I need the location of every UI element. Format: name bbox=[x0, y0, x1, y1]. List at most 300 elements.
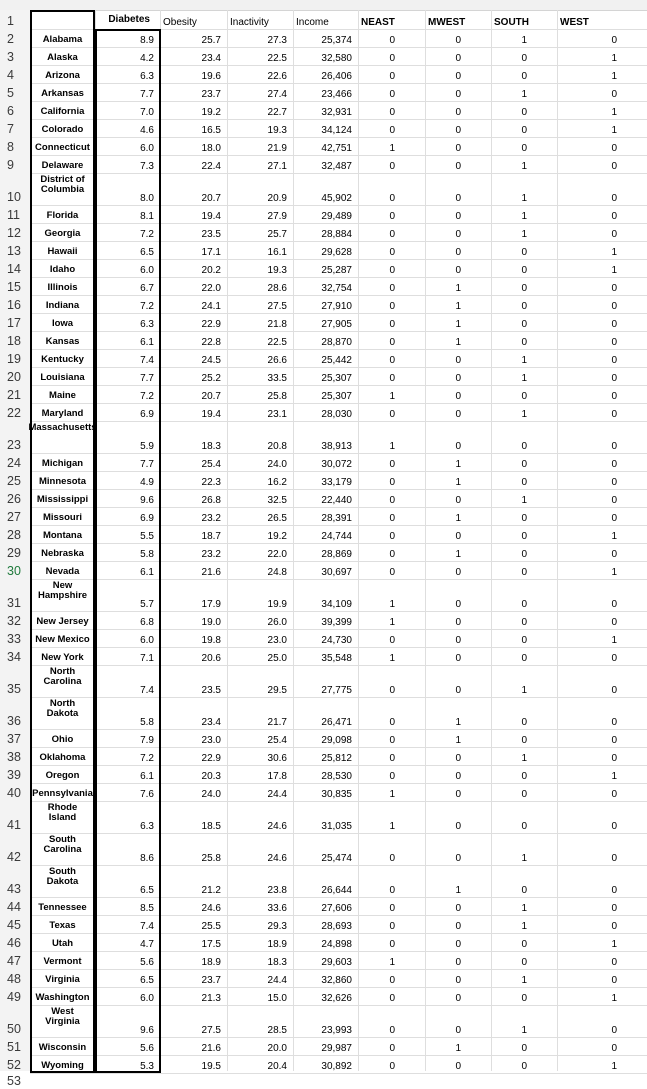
state-name-cell[interactable]: Wyoming bbox=[41, 1059, 84, 1071]
value-cell-obesity[interactable]: 23.0 bbox=[201, 735, 221, 746]
row-number[interactable]: 4 bbox=[7, 68, 14, 82]
value-cell-south[interactable]: 0 bbox=[521, 567, 527, 578]
value-cell-mwest[interactable]: 0 bbox=[455, 229, 461, 240]
value-cell-inactivity[interactable]: 22.0 bbox=[267, 549, 287, 560]
value-cell-south[interactable]: 0 bbox=[521, 1061, 527, 1072]
value-cell-income[interactable]: 25,474 bbox=[321, 853, 352, 864]
state-name-cell[interactable]: Mississippi bbox=[36, 493, 89, 505]
state-name-cell[interactable]: West Virginia bbox=[45, 1006, 80, 1028]
value-cell-obesity[interactable]: 26.8 bbox=[201, 495, 221, 506]
value-cell-diabetes[interactable]: 7.3 bbox=[140, 161, 154, 172]
value-cell-west[interactable]: 1 bbox=[611, 107, 617, 118]
value-cell-obesity[interactable]: 19.0 bbox=[201, 617, 221, 628]
state-name-cell[interactable]: South Dakota bbox=[46, 866, 79, 888]
value-cell-obesity[interactable]: 22.9 bbox=[201, 319, 221, 330]
value-cell-west[interactable]: 0 bbox=[611, 685, 617, 696]
value-cell-inactivity[interactable]: 17.8 bbox=[267, 771, 287, 782]
column-header-inactivity[interactable]: Inactivity bbox=[230, 17, 269, 28]
value-cell-west[interactable]: 0 bbox=[611, 1043, 617, 1054]
value-cell-neast[interactable]: 0 bbox=[389, 319, 395, 330]
value-cell-inactivity[interactable]: 20.9 bbox=[267, 193, 287, 204]
value-cell-obesity[interactable]: 18.0 bbox=[201, 143, 221, 154]
value-cell-income[interactable]: 28,884 bbox=[321, 229, 352, 240]
value-cell-diabetes[interactable]: 5.8 bbox=[140, 717, 154, 728]
value-cell-income[interactable]: 26,644 bbox=[321, 885, 352, 896]
state-name-cell[interactable]: Indiana bbox=[45, 299, 80, 311]
value-cell-west[interactable]: 0 bbox=[611, 283, 617, 294]
value-cell-diabetes[interactable]: 7.4 bbox=[140, 921, 154, 932]
value-cell-mwest[interactable]: 1 bbox=[455, 319, 461, 330]
value-cell-west[interactable]: 0 bbox=[611, 89, 617, 100]
value-cell-obesity[interactable]: 20.6 bbox=[201, 653, 221, 664]
value-cell-south[interactable]: 0 bbox=[521, 993, 527, 1004]
value-cell-obesity[interactable]: 21.6 bbox=[201, 1043, 221, 1054]
state-name-cell[interactable]: Tennessee bbox=[38, 901, 87, 913]
row-number[interactable]: 40 bbox=[7, 786, 21, 800]
row-number[interactable]: 23 bbox=[7, 438, 21, 452]
value-cell-mwest[interactable]: 0 bbox=[455, 653, 461, 664]
value-cell-inactivity[interactable]: 22.5 bbox=[267, 337, 287, 348]
value-cell-obesity[interactable]: 24.0 bbox=[201, 789, 221, 800]
row-number[interactable]: 6 bbox=[7, 104, 14, 118]
value-cell-income[interactable]: 26,471 bbox=[321, 717, 352, 728]
value-cell-neast[interactable]: 0 bbox=[389, 993, 395, 1004]
value-cell-south[interactable]: 0 bbox=[521, 717, 527, 728]
value-cell-south[interactable]: 1 bbox=[521, 161, 527, 172]
row-number[interactable]: 31 bbox=[7, 596, 21, 610]
value-cell-obesity[interactable]: 23.7 bbox=[201, 975, 221, 986]
value-cell-mwest[interactable]: 0 bbox=[455, 531, 461, 542]
value-cell-neast[interactable]: 0 bbox=[389, 903, 395, 914]
row-number[interactable]: 46 bbox=[7, 936, 21, 950]
value-cell-inactivity[interactable]: 25.0 bbox=[267, 653, 287, 664]
value-cell-diabetes[interactable]: 7.2 bbox=[140, 391, 154, 402]
value-cell-diabetes[interactable]: 5.3 bbox=[140, 1061, 154, 1072]
value-cell-diabetes[interactable]: 6.0 bbox=[140, 635, 154, 646]
state-name-cell[interactable]: Illinois bbox=[47, 281, 78, 293]
column-header-obesity[interactable]: Obesity bbox=[163, 17, 197, 28]
value-cell-south[interactable]: 0 bbox=[521, 939, 527, 950]
value-cell-inactivity[interactable]: 24.8 bbox=[267, 567, 287, 578]
value-cell-income[interactable]: 27,910 bbox=[321, 301, 352, 312]
state-name-cell[interactable]: Maine bbox=[49, 389, 76, 401]
state-name-cell[interactable]: Georgia bbox=[44, 227, 81, 239]
row-number[interactable]: 7 bbox=[7, 122, 14, 136]
value-cell-income[interactable]: 26,406 bbox=[321, 71, 352, 82]
column-header-diabetes[interactable]: Diabetes bbox=[108, 14, 150, 25]
value-cell-diabetes[interactable]: 7.7 bbox=[140, 373, 154, 384]
row-number[interactable]: 45 bbox=[7, 918, 21, 932]
value-cell-west[interactable]: 0 bbox=[611, 391, 617, 402]
value-cell-south[interactable]: 1 bbox=[521, 1025, 527, 1036]
row-number[interactable]: 15 bbox=[7, 280, 21, 294]
row-number[interactable]: 39 bbox=[7, 768, 21, 782]
value-cell-mwest[interactable]: 1 bbox=[455, 459, 461, 470]
state-name-cell[interactable]: Iowa bbox=[51, 317, 74, 329]
value-cell-income[interactable]: 32,754 bbox=[321, 283, 352, 294]
value-cell-west[interactable]: 0 bbox=[611, 161, 617, 172]
value-cell-west[interactable]: 0 bbox=[611, 229, 617, 240]
value-cell-neast[interactable]: 0 bbox=[389, 477, 395, 488]
value-cell-west[interactable]: 1 bbox=[611, 53, 617, 64]
value-cell-diabetes[interactable]: 6.5 bbox=[140, 975, 154, 986]
value-cell-neast[interactable]: 0 bbox=[389, 53, 395, 64]
value-cell-obesity[interactable]: 25.2 bbox=[201, 373, 221, 384]
value-cell-diabetes[interactable]: 7.9 bbox=[140, 735, 154, 746]
value-cell-west[interactable]: 0 bbox=[611, 513, 617, 524]
state-name-cell[interactable]: Missouri bbox=[42, 511, 83, 523]
value-cell-neast[interactable]: 0 bbox=[389, 885, 395, 896]
value-cell-mwest[interactable]: 0 bbox=[455, 193, 461, 204]
value-cell-income[interactable]: 34,124 bbox=[321, 125, 352, 136]
value-cell-west[interactable]: 1 bbox=[611, 567, 617, 578]
value-cell-diabetes[interactable]: 7.2 bbox=[140, 301, 154, 312]
value-cell-south[interactable]: 0 bbox=[521, 635, 527, 646]
value-cell-mwest[interactable]: 0 bbox=[455, 903, 461, 914]
state-name-cell[interactable]: Arkansas bbox=[41, 87, 84, 99]
value-cell-west[interactable]: 0 bbox=[611, 975, 617, 986]
value-cell-inactivity[interactable]: 27.4 bbox=[267, 89, 287, 100]
value-cell-diabetes[interactable]: 7.7 bbox=[140, 459, 154, 470]
value-cell-mwest[interactable]: 0 bbox=[455, 161, 461, 172]
value-cell-income[interactable]: 29,603 bbox=[321, 957, 352, 968]
row-number[interactable]: 9 bbox=[7, 158, 14, 172]
value-cell-neast[interactable]: 0 bbox=[389, 193, 395, 204]
column-header-south[interactable]: SOUTH bbox=[494, 17, 529, 28]
value-cell-inactivity[interactable]: 19.3 bbox=[267, 265, 287, 276]
value-cell-south[interactable]: 0 bbox=[521, 957, 527, 968]
value-cell-inactivity[interactable]: 33.6 bbox=[267, 903, 287, 914]
value-cell-obesity[interactable]: 22.0 bbox=[201, 283, 221, 294]
value-cell-obesity[interactable]: 23.4 bbox=[201, 53, 221, 64]
row-number[interactable]: 44 bbox=[7, 900, 21, 914]
value-cell-diabetes[interactable]: 4.7 bbox=[140, 939, 154, 950]
value-cell-neast[interactable]: 0 bbox=[389, 301, 395, 312]
value-cell-obesity[interactable]: 23.5 bbox=[201, 685, 221, 696]
value-cell-income[interactable]: 24,898 bbox=[321, 939, 352, 950]
state-name-cell[interactable]: New Hampshire bbox=[37, 580, 88, 602]
value-cell-income[interactable]: 30,697 bbox=[321, 567, 352, 578]
value-cell-mwest[interactable]: 0 bbox=[455, 391, 461, 402]
row-number[interactable]: 35 bbox=[7, 682, 21, 696]
value-cell-south[interactable]: 0 bbox=[521, 107, 527, 118]
value-cell-diabetes[interactable]: 5.8 bbox=[140, 549, 154, 560]
value-cell-obesity[interactable]: 20.3 bbox=[201, 771, 221, 782]
value-cell-neast[interactable]: 1 bbox=[389, 653, 395, 664]
value-cell-neast[interactable]: 0 bbox=[389, 939, 395, 950]
value-cell-south[interactable]: 0 bbox=[521, 617, 527, 628]
value-cell-income[interactable]: 33,179 bbox=[321, 477, 352, 488]
value-cell-inactivity[interactable]: 27.9 bbox=[267, 211, 287, 222]
value-cell-inactivity[interactable]: 20.4 bbox=[267, 1061, 287, 1072]
value-cell-diabetes[interactable]: 5.5 bbox=[140, 531, 154, 542]
value-cell-diabetes[interactable]: 7.2 bbox=[140, 753, 154, 764]
row-number[interactable]: 37 bbox=[7, 732, 21, 746]
value-cell-mwest[interactable]: 0 bbox=[455, 441, 461, 452]
value-cell-diabetes[interactable]: 6.8 bbox=[140, 617, 154, 628]
value-cell-obesity[interactable]: 25.4 bbox=[201, 459, 221, 470]
value-cell-mwest[interactable]: 0 bbox=[455, 685, 461, 696]
value-cell-obesity[interactable]: 25.5 bbox=[201, 921, 221, 932]
value-cell-income[interactable]: 28,693 bbox=[321, 921, 352, 932]
value-cell-income[interactable]: 24,744 bbox=[321, 531, 352, 542]
row-number[interactable]: 16 bbox=[7, 298, 21, 312]
value-cell-diabetes[interactable]: 6.7 bbox=[140, 283, 154, 294]
value-cell-mwest[interactable]: 0 bbox=[455, 821, 461, 832]
row-number[interactable]: 38 bbox=[7, 750, 21, 764]
state-name-cell[interactable]: South Carolina bbox=[43, 834, 82, 856]
state-name-cell[interactable]: North Dakota bbox=[46, 698, 79, 720]
value-cell-inactivity[interactable]: 24.6 bbox=[267, 853, 287, 864]
value-cell-diabetes[interactable]: 4.2 bbox=[140, 53, 154, 64]
value-cell-west[interactable]: 0 bbox=[611, 903, 617, 914]
value-cell-west[interactable]: 0 bbox=[611, 1025, 617, 1036]
value-cell-mwest[interactable]: 0 bbox=[455, 921, 461, 932]
value-cell-diabetes[interactable]: 8.0 bbox=[140, 193, 154, 204]
row-number[interactable]: 8 bbox=[7, 140, 14, 154]
value-cell-neast[interactable]: 0 bbox=[389, 1043, 395, 1054]
value-cell-south[interactable]: 0 bbox=[521, 771, 527, 782]
value-cell-west[interactable]: 1 bbox=[611, 71, 617, 82]
value-cell-obesity[interactable]: 23.4 bbox=[201, 717, 221, 728]
value-cell-inactivity[interactable]: 16.2 bbox=[267, 477, 287, 488]
value-cell-diabetes[interactable]: 5.6 bbox=[140, 957, 154, 968]
state-name-cell[interactable]: Washington bbox=[35, 991, 90, 1003]
state-name-cell[interactable]: Rhode Island bbox=[47, 802, 78, 824]
value-cell-mwest[interactable]: 0 bbox=[455, 939, 461, 950]
row-number[interactable]: 33 bbox=[7, 632, 21, 646]
value-cell-neast[interactable]: 0 bbox=[389, 211, 395, 222]
value-cell-west[interactable]: 0 bbox=[611, 459, 617, 470]
state-name-cell[interactable]: Pennsylvania bbox=[32, 787, 93, 799]
value-cell-inactivity[interactable]: 26.5 bbox=[267, 513, 287, 524]
row-number[interactable]: 3 bbox=[7, 50, 14, 64]
value-cell-neast[interactable]: 0 bbox=[389, 531, 395, 542]
value-cell-south[interactable]: 1 bbox=[521, 753, 527, 764]
value-cell-neast[interactable]: 0 bbox=[389, 549, 395, 560]
state-name-cell[interactable]: Utah bbox=[51, 937, 74, 949]
value-cell-neast[interactable]: 0 bbox=[389, 355, 395, 366]
row-number[interactable]: 26 bbox=[7, 492, 21, 506]
value-cell-west[interactable]: 0 bbox=[611, 821, 617, 832]
row-number[interactable]: 5 bbox=[7, 86, 14, 100]
state-name-cell[interactable]: Alaska bbox=[47, 51, 78, 63]
value-cell-mwest[interactable]: 1 bbox=[455, 885, 461, 896]
value-cell-diabetes[interactable]: 5.9 bbox=[140, 441, 154, 452]
value-cell-west[interactable]: 1 bbox=[611, 635, 617, 646]
value-cell-neast[interactable]: 0 bbox=[389, 35, 395, 46]
value-cell-mwest[interactable]: 1 bbox=[455, 513, 461, 524]
value-cell-south[interactable]: 1 bbox=[521, 35, 527, 46]
value-cell-obesity[interactable]: 22.8 bbox=[201, 337, 221, 348]
value-cell-obesity[interactable]: 23.7 bbox=[201, 89, 221, 100]
value-cell-inactivity[interactable]: 33.5 bbox=[267, 373, 287, 384]
value-cell-neast[interactable]: 0 bbox=[389, 459, 395, 470]
state-name-cell[interactable]: Oregon bbox=[45, 769, 80, 781]
state-name-cell[interactable]: Maryland bbox=[41, 407, 84, 419]
value-cell-inactivity[interactable]: 28.6 bbox=[267, 283, 287, 294]
value-cell-mwest[interactable]: 0 bbox=[455, 409, 461, 420]
value-cell-diabetes[interactable]: 6.3 bbox=[140, 319, 154, 330]
value-cell-diabetes[interactable]: 7.4 bbox=[140, 355, 154, 366]
value-cell-neast[interactable]: 0 bbox=[389, 283, 395, 294]
row-number[interactable]: 47 bbox=[7, 954, 21, 968]
value-cell-neast[interactable]: 0 bbox=[389, 753, 395, 764]
value-cell-diabetes[interactable]: 8.9 bbox=[140, 35, 154, 46]
value-cell-neast[interactable]: 0 bbox=[389, 635, 395, 646]
value-cell-neast[interactable]: 0 bbox=[389, 853, 395, 864]
value-cell-mwest[interactable]: 0 bbox=[455, 771, 461, 782]
value-cell-mwest[interactable]: 0 bbox=[455, 993, 461, 1004]
value-cell-west[interactable]: 0 bbox=[611, 957, 617, 968]
value-cell-income[interactable]: 27,606 bbox=[321, 903, 352, 914]
value-cell-south[interactable]: 0 bbox=[521, 143, 527, 154]
value-cell-mwest[interactable]: 0 bbox=[455, 53, 461, 64]
value-cell-diabetes[interactable]: 6.1 bbox=[140, 771, 154, 782]
row-number[interactable]: 30 bbox=[7, 564, 21, 578]
state-name-cell[interactable]: Idaho bbox=[49, 263, 76, 275]
value-cell-neast[interactable]: 0 bbox=[389, 771, 395, 782]
value-cell-west[interactable]: 0 bbox=[611, 735, 617, 746]
value-cell-south[interactable]: 0 bbox=[521, 265, 527, 276]
value-cell-south[interactable]: 0 bbox=[521, 391, 527, 402]
value-cell-west[interactable]: 1 bbox=[611, 265, 617, 276]
value-cell-mwest[interactable]: 0 bbox=[455, 599, 461, 610]
value-cell-inactivity[interactable]: 27.1 bbox=[267, 161, 287, 172]
value-cell-income[interactable]: 31,035 bbox=[321, 821, 352, 832]
value-cell-obesity[interactable]: 25.7 bbox=[201, 35, 221, 46]
value-cell-mwest[interactable]: 1 bbox=[455, 549, 461, 560]
value-cell-west[interactable]: 0 bbox=[611, 441, 617, 452]
value-cell-income[interactable]: 27,905 bbox=[321, 319, 352, 330]
value-cell-obesity[interactable]: 20.7 bbox=[201, 193, 221, 204]
row-number[interactable]: 27 bbox=[7, 510, 21, 524]
value-cell-south[interactable]: 0 bbox=[521, 821, 527, 832]
state-name-cell[interactable]: Colorado bbox=[41, 123, 84, 135]
value-cell-diabetes[interactable]: 6.9 bbox=[140, 513, 154, 524]
value-cell-inactivity[interactable]: 18.3 bbox=[267, 957, 287, 968]
value-cell-inactivity[interactable]: 23.8 bbox=[267, 885, 287, 896]
column-header-income[interactable]: Income bbox=[296, 17, 329, 28]
value-cell-south[interactable]: 1 bbox=[521, 355, 527, 366]
state-name-cell[interactable]: Florida bbox=[46, 209, 79, 221]
value-cell-income[interactable]: 30,835 bbox=[321, 789, 352, 800]
value-cell-income[interactable]: 28,870 bbox=[321, 337, 352, 348]
value-cell-income[interactable]: 34,109 bbox=[321, 599, 352, 610]
value-cell-inactivity[interactable]: 22.6 bbox=[267, 71, 287, 82]
value-cell-mwest[interactable]: 0 bbox=[455, 789, 461, 800]
value-cell-inactivity[interactable]: 19.3 bbox=[267, 125, 287, 136]
value-cell-neast[interactable]: 1 bbox=[389, 391, 395, 402]
value-cell-obesity[interactable]: 19.2 bbox=[201, 107, 221, 118]
value-cell-neast[interactable]: 0 bbox=[389, 921, 395, 932]
value-cell-west[interactable]: 0 bbox=[611, 599, 617, 610]
value-cell-neast[interactable]: 1 bbox=[389, 143, 395, 154]
value-cell-income[interactable]: 32,487 bbox=[321, 161, 352, 172]
value-cell-south[interactable]: 0 bbox=[521, 441, 527, 452]
value-cell-income[interactable]: 29,098 bbox=[321, 735, 352, 746]
value-cell-neast[interactable]: 0 bbox=[389, 265, 395, 276]
row-number[interactable]: 14 bbox=[7, 262, 21, 276]
state-name-cell[interactable]: Louisiana bbox=[40, 371, 85, 383]
value-cell-inactivity[interactable]: 23.0 bbox=[267, 635, 287, 646]
value-cell-diabetes[interactable]: 9.6 bbox=[140, 1025, 154, 1036]
value-cell-inactivity[interactable]: 16.1 bbox=[267, 247, 287, 258]
value-cell-south[interactable]: 0 bbox=[521, 653, 527, 664]
row-number[interactable]: 24 bbox=[7, 456, 21, 470]
row-number[interactable]: 2 bbox=[7, 32, 14, 46]
row-number[interactable]: 11 bbox=[7, 208, 20, 222]
value-cell-inactivity[interactable]: 25.7 bbox=[267, 229, 287, 240]
value-cell-south[interactable]: 0 bbox=[521, 125, 527, 136]
row-number[interactable]: 51 bbox=[7, 1040, 21, 1054]
row-number[interactable]: 34 bbox=[7, 650, 21, 664]
value-cell-obesity[interactable]: 16.5 bbox=[201, 125, 221, 136]
value-cell-neast[interactable]: 0 bbox=[389, 229, 395, 240]
value-cell-obesity[interactable]: 17.5 bbox=[201, 939, 221, 950]
value-cell-diabetes[interactable]: 6.0 bbox=[140, 993, 154, 1004]
value-cell-diabetes[interactable]: 7.4 bbox=[140, 685, 154, 696]
value-cell-west[interactable]: 1 bbox=[611, 993, 617, 1004]
value-cell-mwest[interactable]: 0 bbox=[455, 753, 461, 764]
value-cell-inactivity[interactable]: 26.0 bbox=[267, 617, 287, 628]
row-number[interactable]: 19 bbox=[7, 352, 21, 366]
state-name-cell[interactable]: Nebraska bbox=[41, 547, 84, 559]
value-cell-inactivity[interactable]: 21.9 bbox=[267, 143, 287, 154]
state-name-cell[interactable]: Nevada bbox=[45, 565, 80, 577]
value-cell-diabetes[interactable]: 6.0 bbox=[140, 143, 154, 154]
value-cell-diabetes[interactable]: 9.6 bbox=[140, 495, 154, 506]
value-cell-west[interactable]: 0 bbox=[611, 717, 617, 728]
value-cell-neast[interactable]: 0 bbox=[389, 89, 395, 100]
value-cell-mwest[interactable]: 0 bbox=[455, 247, 461, 258]
row-number[interactable]: 52 bbox=[7, 1058, 21, 1072]
value-cell-south[interactable]: 1 bbox=[521, 903, 527, 914]
state-name-cell[interactable]: North Carolina bbox=[43, 666, 82, 688]
value-cell-obesity[interactable]: 19.5 bbox=[201, 1061, 221, 1072]
value-cell-inactivity[interactable]: 20.0 bbox=[267, 1043, 287, 1054]
row-number[interactable]: 20 bbox=[7, 370, 21, 384]
value-cell-inactivity[interactable]: 20.8 bbox=[267, 441, 287, 452]
value-cell-obesity[interactable]: 24.6 bbox=[201, 903, 221, 914]
value-cell-south[interactable]: 0 bbox=[521, 283, 527, 294]
state-name-cell[interactable]: Wisconsin bbox=[38, 1041, 87, 1053]
value-cell-west[interactable]: 0 bbox=[611, 853, 617, 864]
value-cell-income[interactable]: 30,072 bbox=[321, 459, 352, 470]
value-cell-income[interactable]: 35,548 bbox=[321, 653, 352, 664]
state-name-cell[interactable]: California bbox=[40, 105, 85, 117]
value-cell-diabetes[interactable]: 6.9 bbox=[140, 409, 154, 420]
value-cell-south[interactable]: 1 bbox=[521, 211, 527, 222]
value-cell-inactivity[interactable]: 32.5 bbox=[267, 495, 287, 506]
value-cell-south[interactable]: 0 bbox=[521, 301, 527, 312]
value-cell-mwest[interactable]: 0 bbox=[455, 1061, 461, 1072]
row-number[interactable]: 21 bbox=[7, 388, 21, 402]
value-cell-diabetes[interactable]: 7.7 bbox=[140, 89, 154, 100]
value-cell-neast[interactable]: 1 bbox=[389, 821, 395, 832]
value-cell-income[interactable]: 42,751 bbox=[321, 143, 352, 154]
value-cell-obesity[interactable]: 19.4 bbox=[201, 211, 221, 222]
value-cell-obesity[interactable]: 18.5 bbox=[201, 821, 221, 832]
value-cell-diabetes[interactable]: 6.5 bbox=[140, 885, 154, 896]
value-cell-south[interactable]: 0 bbox=[521, 337, 527, 348]
value-cell-south[interactable]: 0 bbox=[521, 1043, 527, 1054]
state-name-cell[interactable]: District of Columbia bbox=[40, 174, 85, 196]
value-cell-south[interactable]: 0 bbox=[521, 735, 527, 746]
state-name-cell[interactable]: Michigan bbox=[41, 457, 84, 469]
value-cell-neast[interactable]: 0 bbox=[389, 567, 395, 578]
value-cell-west[interactable]: 0 bbox=[611, 337, 617, 348]
